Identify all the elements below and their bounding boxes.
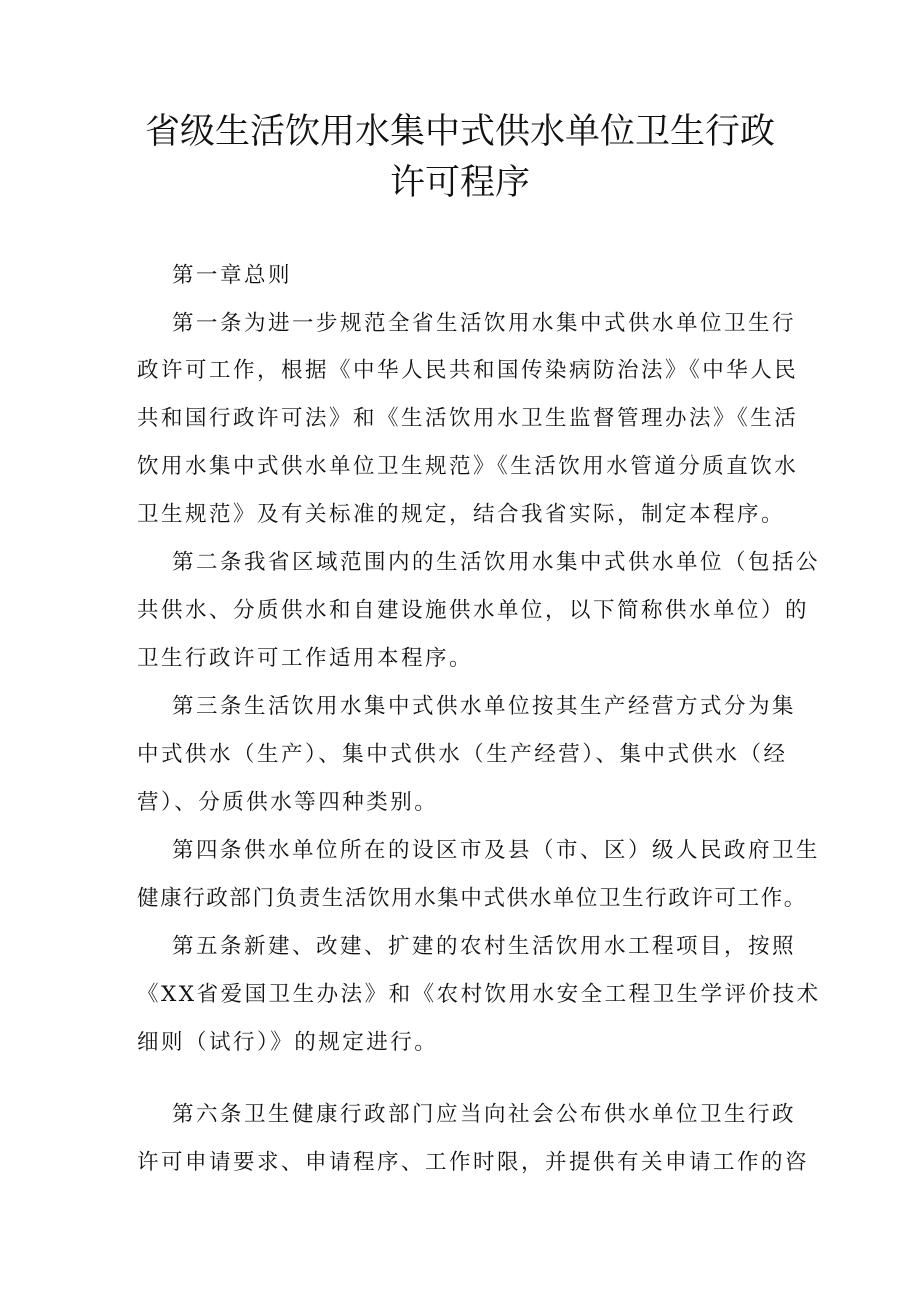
article-1-line-5: 卫生规范》及有关标准的规定，结合我省实际，制定本程序。 [137,502,786,527]
article-3-line-3: 营）、分质供水等四种类别。 [137,790,439,815]
chapter-heading: 第一章总则 [172,263,293,288]
article-1-line-4: 饮用水集中式供水单位卫生规范》《生活饮用水管道分质直饮水 [137,454,799,479]
article-1-line-1: 第一条为进一步规范全省生活饮用水集中式供水单位卫生行 [172,311,797,336]
article-5-line-1: 第五条新建、改建、扩建的农村生活饮用水工程项目，按照 [172,934,797,959]
article-2-line-1: 第二条我省区域范围内的生活饮用水集中式供水单位（包括公 [172,550,821,575]
article-2-line-2: 共供水、分质供水和自建设施供水单位，以下简称供水单位）的 [137,598,810,623]
article-3-line-2: 中式供水（生产）、集中式供水（生产经营）、集中式供水（经 [137,742,788,767]
article-1-line-2: 政许可工作，根据《中华人民共和国传染病防治法》《中华人民 [137,358,799,383]
article-4-line-1: 第四条供水单位所在的设区市及县（市、区）级人民政府卫生 [172,838,821,863]
document-title-line-2: 许可程序 [389,163,530,203]
article-1-line-3: 共和国行政许可法》和《生活饮用水卫生监督管理办法》《生活 [137,406,799,431]
article-5-line-2: 《XX省爱国卫生办法》和《农村饮用水安全工程卫生学评价技术 [137,982,821,1007]
document-title-line-1: 省级生活饮用水集中式供水单位卫生行政 [144,112,775,152]
article-6-line-2: 许可申请要求、申请程序、工作时限，并提供有关申请工作的咨 [137,1150,810,1175]
article-2-line-3: 卫生行政许可工作适用本程序。 [137,646,474,671]
article-6-line-1: 第六条卫生健康行政部门应当向社会公布供水单位卫生行政 [172,1102,797,1127]
article-5-line-3: 细则（试行）》的规定进行。 [137,1030,439,1055]
article-3-line-1: 第三条生活饮用水集中式供水单位按其生产经营方式分为集 [172,694,797,719]
article-4-line-2: 健康行政部门负责生活饮用水集中式供水单位卫生行政许可工作。 [137,886,807,911]
